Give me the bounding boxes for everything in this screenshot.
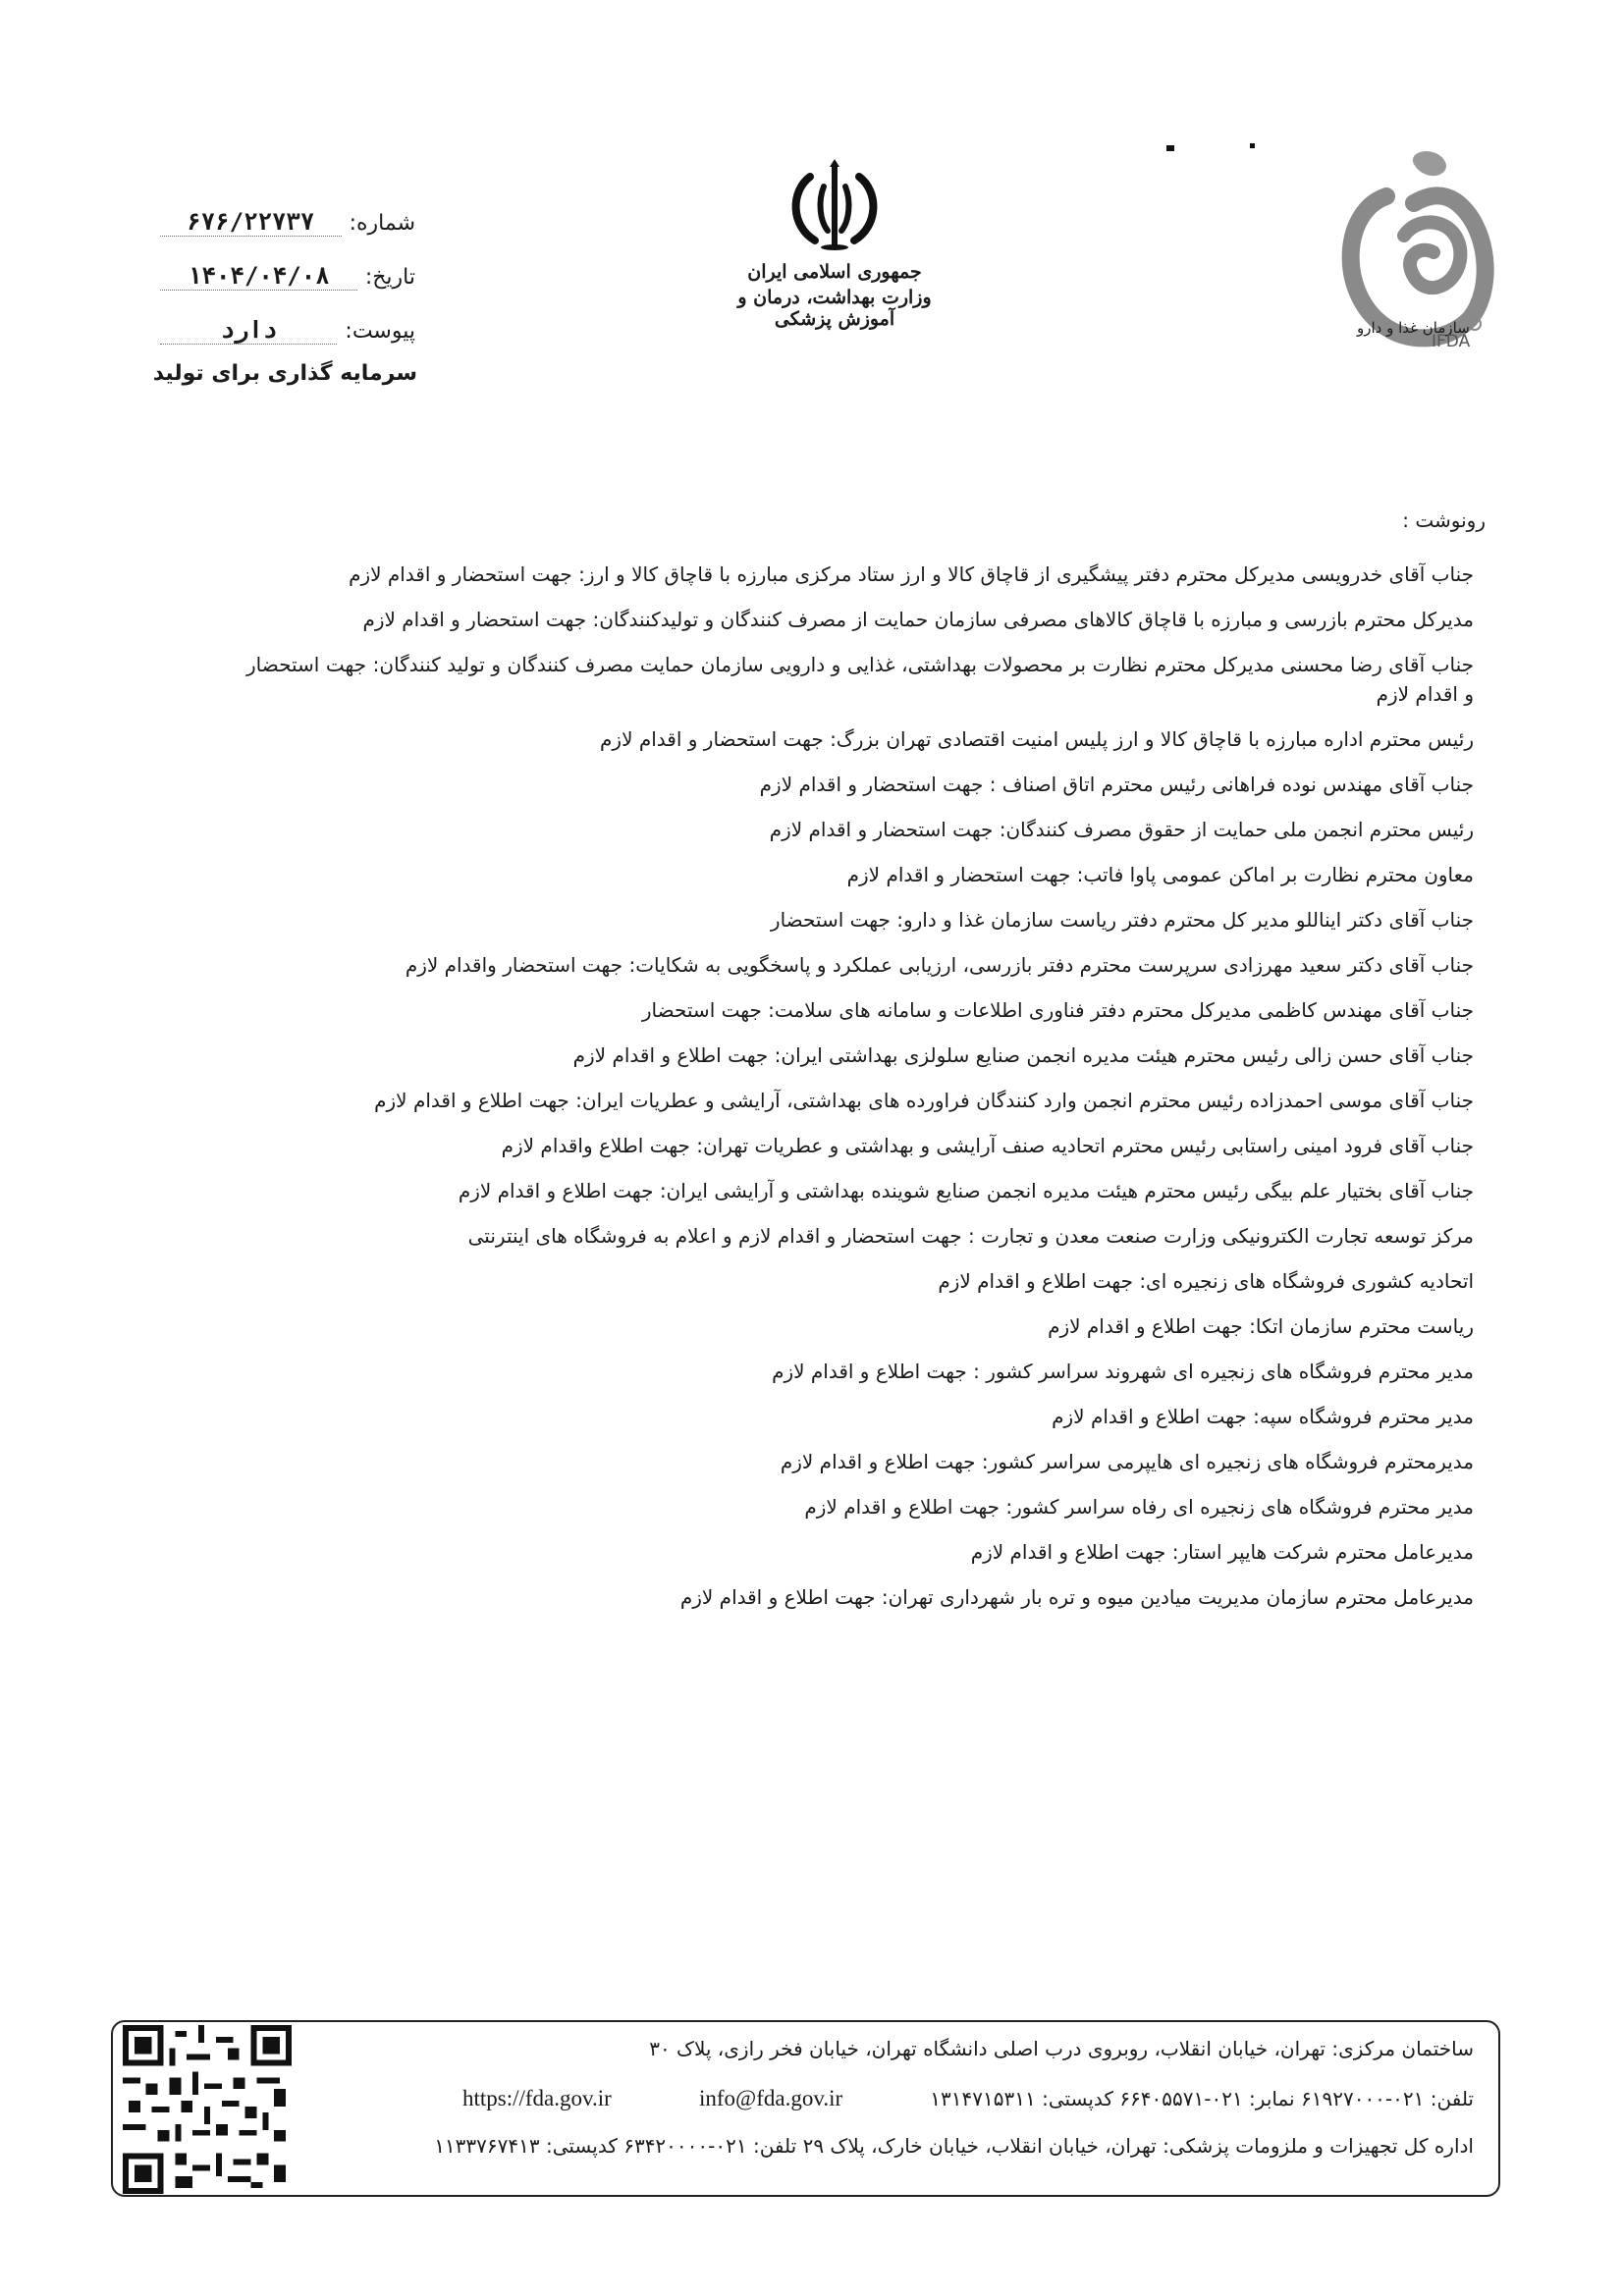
date-row	[160, 262, 415, 316]
list-item: اتحادیه کشوری فروشگاه های زنجیره ای: جهت اطلاع و اقدام لازم	[938, 1269, 1474, 1293]
list-item: جناب آقای مهندس کاظمی مدیرکل محترم دفتر فناوری اطلاعات و سامانه های سلامت: جهت استحضار	[641, 998, 1474, 1022]
footer-contact-row	[462, 2086, 1474, 2111]
footer-website[interactable]: https://fda.gov.ir	[462, 2086, 612, 2110]
fda-mark: IFDA	[1432, 332, 1471, 351]
fda-caption: سازمان غذا و دارو	[1357, 319, 1470, 337]
scan-dot	[1166, 145, 1174, 151]
number-value: ۶۷۶/۲۲۷۳۷	[160, 208, 342, 237]
attachment-label: پیوست:	[345, 319, 415, 344]
number-label: شماره:	[349, 211, 415, 236]
list-item: جناب آقای رضا محسنی مدیرکل محترم نظارت بر محصولات بهداشتی، غذایی و دارویی سازمان حمایت مصرف کنندگان و تولید کنندگان: جهت استحضار و اقدام لازم	[246, 653, 1474, 706]
footer-email[interactable]: info@fda.gov.ir	[698, 2086, 843, 2110]
list-item: مدیر محترم فروشگاه های زنجیره ای رفاه سراسر کشور: جهت اطلاع و اقدام لازم	[804, 1495, 1474, 1519]
list-item: مدیرمحترم فروشگاه های زنجیره ای هایپرمی سراسر کشور: جهت اطلاع و اقدام لازم	[780, 1450, 1474, 1473]
letter-meta	[160, 208, 415, 370]
list-item: جناب آقای بختیار علم بیگی رئیس محترم هیئت مدیره انجمن صنایع شوینده بهداشتی و آرایشی ایران: جهت اطلاع و اقدام لازم	[458, 1179, 1474, 1202]
date-label: تاریخ:	[364, 265, 415, 290]
cc-title: رونوشت :	[1402, 508, 1486, 532]
list-item: مدیرکل محترم بازرسی و مبارزه با قاچاق کالاهای مصرفی سازمان حمایت از مصرف کنندگان و تولیدکنندگان: جهت استحضار و اقدام لازم	[362, 608, 1474, 631]
list-item: جناب آقای دکتر سعید مهرزادی سرپرست محترم دفتر بازرسی، ارزیابی عملکرد و پاسخگویی به شکایات: جهت استحضار واقدام لازم	[405, 953, 1474, 977]
list-item: ریاست محترم سازمان اتکا: جهت اطلاع و اقدام لازم	[1048, 1314, 1474, 1338]
list-item: مرکز توسعه تجارت الکترونیکی وزارت صنعت معدن و تجارت : جهت استحضار و اقدام لازم و اعلام به فروشگاه های اینترنتی	[467, 1224, 1474, 1248]
ministry-text: وزارت بهداشت، درمان و آموزش پزشکی	[737, 287, 932, 330]
number-row	[160, 208, 415, 262]
attachment-value: دارد	[160, 316, 337, 345]
motto: سرمایه گذاری برای تولید	[152, 361, 417, 386]
list-item: مدیر محترم فروشگاه سپه: جهت اطلاع و اقدام لازم	[1052, 1405, 1474, 1428]
list-item: جناب آقای فرود امینی راستابی رئیس محترم اتحادیه صنف آرایشی و بهداشتی و عطریات تهران: جهت اطلاع واقدام لازم	[501, 1134, 1474, 1157]
iran-emblem	[707, 157, 962, 330]
list-item: جناب آقای موسی احمدزاده رئیس محترم انجمن وارد کنندگان فراورده های بهداشتی، آرایشی و عطریات ایران: جهت اطلاع و اقدام لازم	[374, 1089, 1474, 1112]
scan-dot	[1250, 143, 1255, 148]
footer-equipment-office: اداره کل تجهیزات و ملزومات پزشکی: تهران، خیابان انقلاب، خیابان خارک، پلاک ۲۹ تلفن: ۰۲۱-۶۳۴۲۰۰۰۰ کدپستی: ۱۱۳۳۷۶۷۴۱۳	[434, 2134, 1474, 2158]
footer-phone-fax: تلفن: ۰۲۱-۶۱۹۲۷۰۰۰ نمابر: ۰۲۱-۶۶۴۰۵۵۷۱ کدپستی: ۱۳۱۴۷۱۵۳۱۱	[930, 2087, 1474, 2110]
list-item: مدیرعامل محترم سازمان مدیریت میادین میوه و تره بار شهرداری تهران: جهت اطلاع و اقدام لازم	[679, 1585, 1474, 1609]
republic-text: جمهوری اسلامی ایران	[747, 261, 922, 283]
list-item: معاون محترم نظارت بر اماکن عمومی پاوا فاتب: جهت استحضار و اقدام لازم	[846, 863, 1474, 886]
list-item: جناب آقای دکتر ایناللو مدیر کل محترم دفتر ریاست سازمان غذا و دارو: جهت استحضار	[770, 908, 1474, 932]
date-value: ۱۴۰۴/۰۴/۰۸	[160, 262, 357, 291]
list-item: مدیر محترم فروشگاه های زنجیره ای شهروند سراسر کشور : جهت اطلاع و اقدام لازم	[772, 1360, 1474, 1383]
list-item: مدیرعامل محترم شرکت هایپر استار: جهت اطلاع و اقدام لازم	[970, 1540, 1474, 1564]
list-item: جناب آقای حسن زالی رئیس محترم هیئت مدیره انجمن صنایع سلولزی بهداشتی ایران: جهت اطلاع و اقدام لازم	[572, 1043, 1474, 1067]
list-item: جناب آقای مهندس نوده فراهانی رئیس محترم اتاق اصناف : جهت استحضار و اقدام لازم	[759, 773, 1474, 796]
list-item: رئیس محترم انجمن ملی حمایت از حقوق مصرف کنندگان: جهت استحضار و اقدام لازم	[769, 818, 1474, 841]
list-item: جناب آقای خدرویسی مدیرکل محترم دفتر پیشگیری از قاچاق کالا و ارز ستاد مرکزی مبارزه با قاچاق کالا و ارز: جهت استحضار و اقدام لازم	[349, 562, 1474, 586]
footer-address: ساختمان مرکزی: تهران، خیابان انقلاب، روبروی درب اصلی دانشگاه تهران، خیابان فخر رازی، پلاک ۳۰	[649, 2037, 1474, 2060]
recipient-list	[246, 560, 1474, 1628]
emblem-icon	[781, 157, 889, 255]
list-item: رئیس محترم اداره مبارزه با قاچاق کالا و ارز پلیس امنیت اقتصادی تهران بزرگ: جهت استحضار و اقدام لازم	[600, 727, 1474, 751]
qr-code-icon	[123, 2025, 292, 2194]
